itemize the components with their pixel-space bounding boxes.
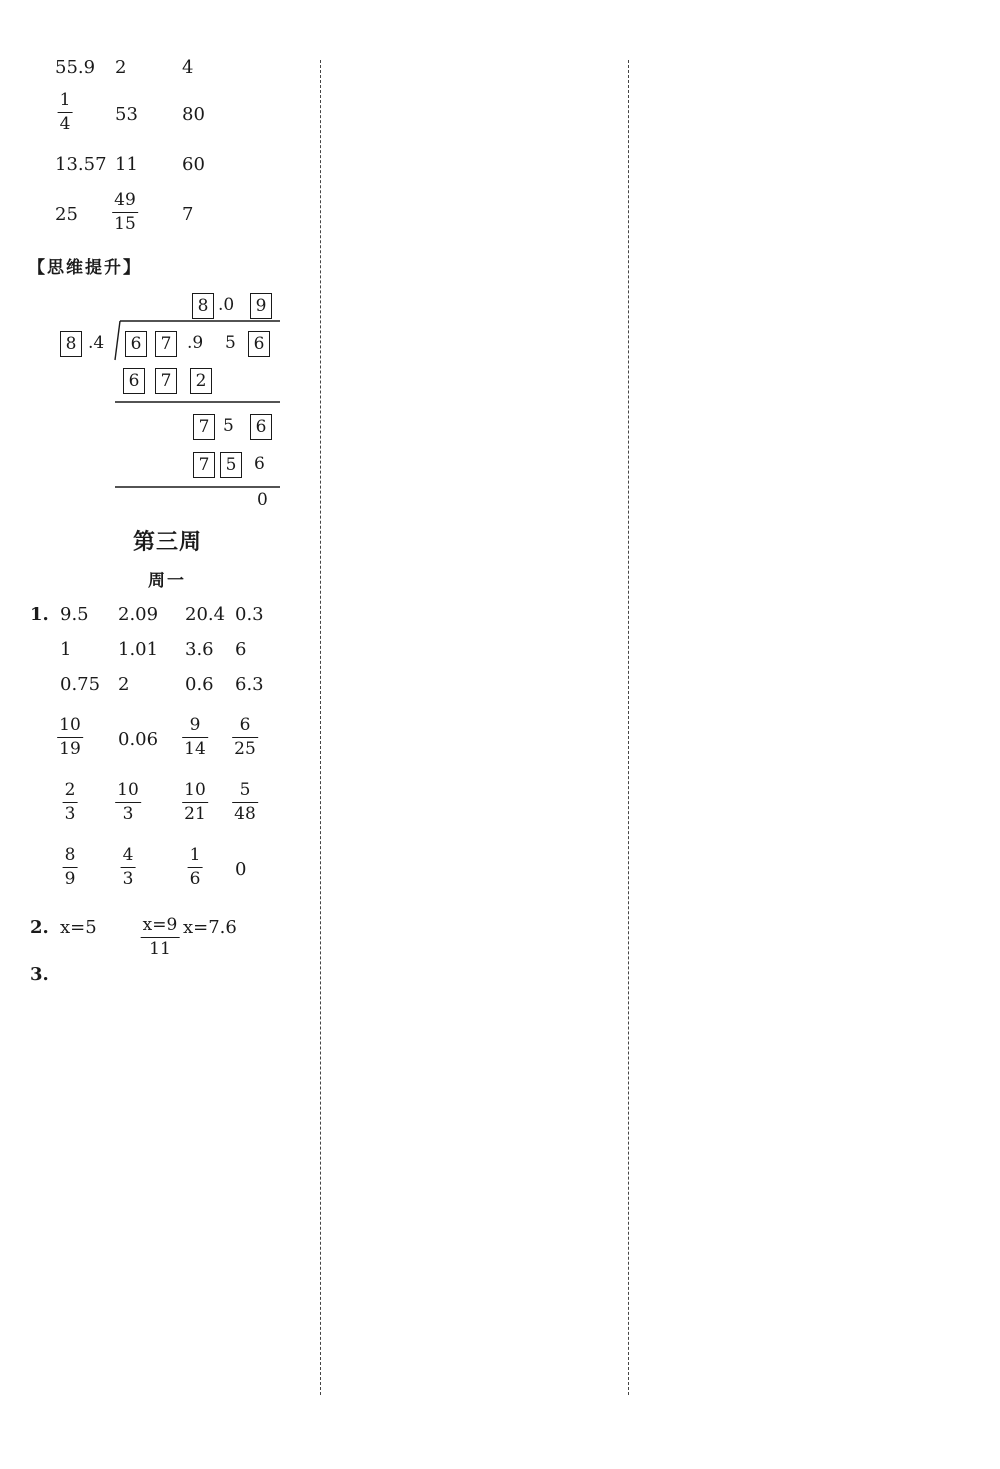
answer-value: 7 <box>182 204 194 225</box>
answer-value: 2.09 <box>118 604 159 625</box>
equation-answer: x=9 11 <box>142 915 178 959</box>
division-digit: 6 <box>254 454 265 474</box>
answer-value: 53 <box>115 104 138 125</box>
division-digit-box: 7 <box>193 414 215 440</box>
answer-value: 2 <box>118 674 130 695</box>
answer-value: 1 <box>60 639 72 660</box>
answer-value: 9 14 <box>184 715 206 759</box>
answer-value: 0.06 <box>118 729 159 750</box>
division-digit-box: 8 <box>60 331 82 357</box>
equation-answer: x=5 <box>60 917 97 938</box>
division-digit-box: 9 <box>250 293 272 319</box>
division-bracket-curve <box>115 321 120 360</box>
division-digit-box: 5 <box>220 452 242 478</box>
division-digit: .0 <box>218 295 235 315</box>
answer-value: 80 <box>182 104 205 125</box>
division-digit-box: 6 <box>125 331 147 357</box>
division-digit-box: 8 <box>192 293 214 319</box>
day-title: 周一 <box>148 571 186 591</box>
answer-value: 13.57 <box>55 154 107 175</box>
division-digit: .9 <box>187 333 204 353</box>
equation-answer: x=7.6 <box>183 917 237 938</box>
division-digit-box: 2 <box>190 368 212 394</box>
question-number: 1. <box>30 604 49 625</box>
answer-value: 6 25 <box>234 715 256 759</box>
answer-value: 0.6 <box>185 674 214 695</box>
division-digit: 0 <box>257 490 268 510</box>
week-title: 第三周 <box>133 529 203 555</box>
column-divider <box>320 60 321 1395</box>
division-digit: .4 <box>88 333 105 353</box>
answer-value: 4 3 <box>122 845 134 889</box>
division-digit-box: 7 <box>155 368 177 394</box>
division-digit-box: 7 <box>193 452 215 478</box>
answer-value: 1.01 <box>118 639 159 660</box>
answer-value: 3.6 <box>185 639 214 660</box>
answer-value: 10 19 <box>59 715 81 759</box>
answer-value: 49 15 <box>114 190 136 234</box>
answer-value: 4 <box>182 57 194 78</box>
answer-value: 55.9 <box>55 57 96 78</box>
answer-value: 8 9 <box>64 845 76 889</box>
question-number: 2. <box>30 917 49 938</box>
section-title-siwei: 【思维提升】 <box>28 258 142 278</box>
division-digit: 5 <box>225 333 236 353</box>
question-number: 3. <box>30 964 49 985</box>
answer-value: 5 48 <box>234 780 256 824</box>
answer-value: 60 <box>182 154 205 175</box>
answer-value: 0.75 <box>60 674 101 695</box>
answer-value: 10 3 <box>117 780 139 824</box>
division-digit: 5 <box>223 416 234 436</box>
answer-value: 10 21 <box>184 780 206 824</box>
division-digit-box: 6 <box>248 331 270 357</box>
answer-value: 6 <box>235 639 247 660</box>
answer-value: 11 <box>115 154 138 175</box>
answer-value: 1 6 <box>189 845 201 889</box>
answer-value: 1 4 <box>59 90 71 134</box>
division-digit-box: 6 <box>250 414 272 440</box>
answer-value: 0.3 <box>235 604 264 625</box>
answer-value: 6.3 <box>235 674 264 695</box>
answer-value: 2 <box>115 57 127 78</box>
answer-value: 0 <box>235 859 247 880</box>
answer-value: 20.4 <box>185 604 226 625</box>
division-digit-box: 6 <box>123 368 145 394</box>
division-digit-box: 7 <box>155 331 177 357</box>
answer-value: 25 <box>55 204 78 225</box>
column-divider <box>628 60 629 1395</box>
answer-value: 9.5 <box>60 604 89 625</box>
answer-value: 2 3 <box>64 780 76 824</box>
